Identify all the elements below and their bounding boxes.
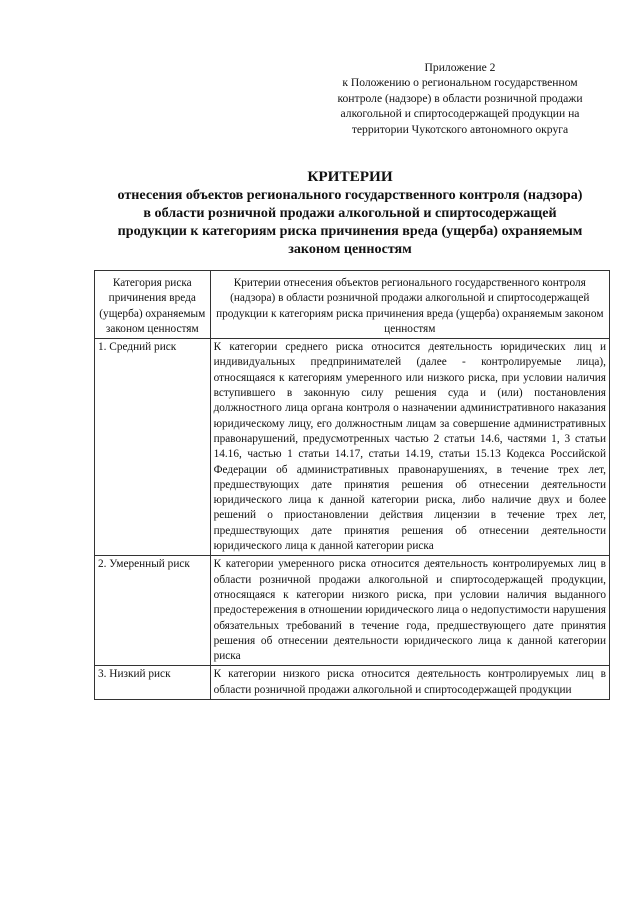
appendix-line: Приложение 2: [424, 61, 496, 74]
header-criteria: Критерии отнесения объектов регионального государственного контроля (надзора) в области розничной продажи алкогольной и спиртосодержащей продукции к категориям риска причинения вреда (ущерба) охраняемым законом ценностям: [210, 271, 609, 339]
table-row: [95, 339, 610, 556]
row-category: 1. Средний риск: [95, 339, 211, 556]
title-line: в области розничной продажи алкогольной и спиртосодержащей: [143, 205, 557, 221]
table-row: [95, 666, 610, 700]
title-line: продукции к категориям риска причинения вреда (ущерба) охраняемым: [117, 223, 583, 239]
appendix-line: контроле (надзоре) в области розничной продажи: [337, 91, 583, 105]
table-header-row: [95, 271, 610, 339]
appendix-line: территории Чукотского автономного округа: [351, 122, 569, 136]
header-category: Категория риска причинения вреда (ущерба) охраняемым законом ценностям: [95, 271, 211, 339]
row-category: 2. Умеренный риск: [95, 556, 211, 666]
row-criteria: К категории среднего риска относится деятельность юридических лиц и индивидуальных предпринимателей (далее - контролируемые лица), относящаяся к категориям умеренного или низкого риска, при условии наличия вступившего в законную силу решения суда и (или) постановления должностного лица органа контроля о назначении административного наказания юридическому лицу, его должностным лицам за совершение административных правонарушений, предусмотренных частью 2 статьи 14.6, частями 1, 3 статьи 14.16, частью 1 статьи 14.17, статьи 14.19, статьи 15.13 Кодекса Российской Федерации об административных правонарушениях, в течение трех лет, предшествующих дате принятия решения об отнесении деятельности юридического лица к данной категории риска, либо наличие двух и более решений о приостановлении действия лицензии в течение трех лет, предшествующих дате принятия решения об отнесении деятельности юридического лица к данной категории риска: [210, 339, 609, 556]
table-row: [95, 556, 610, 666]
criteria-table: [94, 270, 610, 700]
document-title: [80, 168, 620, 258]
appendix-caption: [318, 60, 602, 137]
appendix-line: алкогольной и спиртосодержащей продукции на: [340, 107, 580, 121]
appendix-line: к Положению о региональном государственном: [342, 76, 578, 90]
row-category: 3. Низкий риск: [95, 666, 211, 700]
title-main: КРИТЕРИИ: [307, 168, 393, 185]
title-line: отнесения объектов регионального государственного контроля (надзора): [117, 187, 583, 203]
row-criteria: К категории низкого риска относится деятельность контролируемых лиц в области розничной продажи алкогольной и спиртосодержащей продукции: [210, 666, 609, 700]
title-line: законом ценностям: [288, 241, 412, 257]
row-criteria: К категории умеренного риска относится деятельность контролируемых лиц в области розничной продажи алкогольной и спиртосодержащей продукции, относящаяся к категории низкого риска, при условии наличия выданного предостережения в отношении юридического лица о недопустимости нарушения обязательных требований в течение года, предшествующего дате принятия решения об отнесении деятельности юридического лица к данной категории риска: [210, 556, 609, 666]
